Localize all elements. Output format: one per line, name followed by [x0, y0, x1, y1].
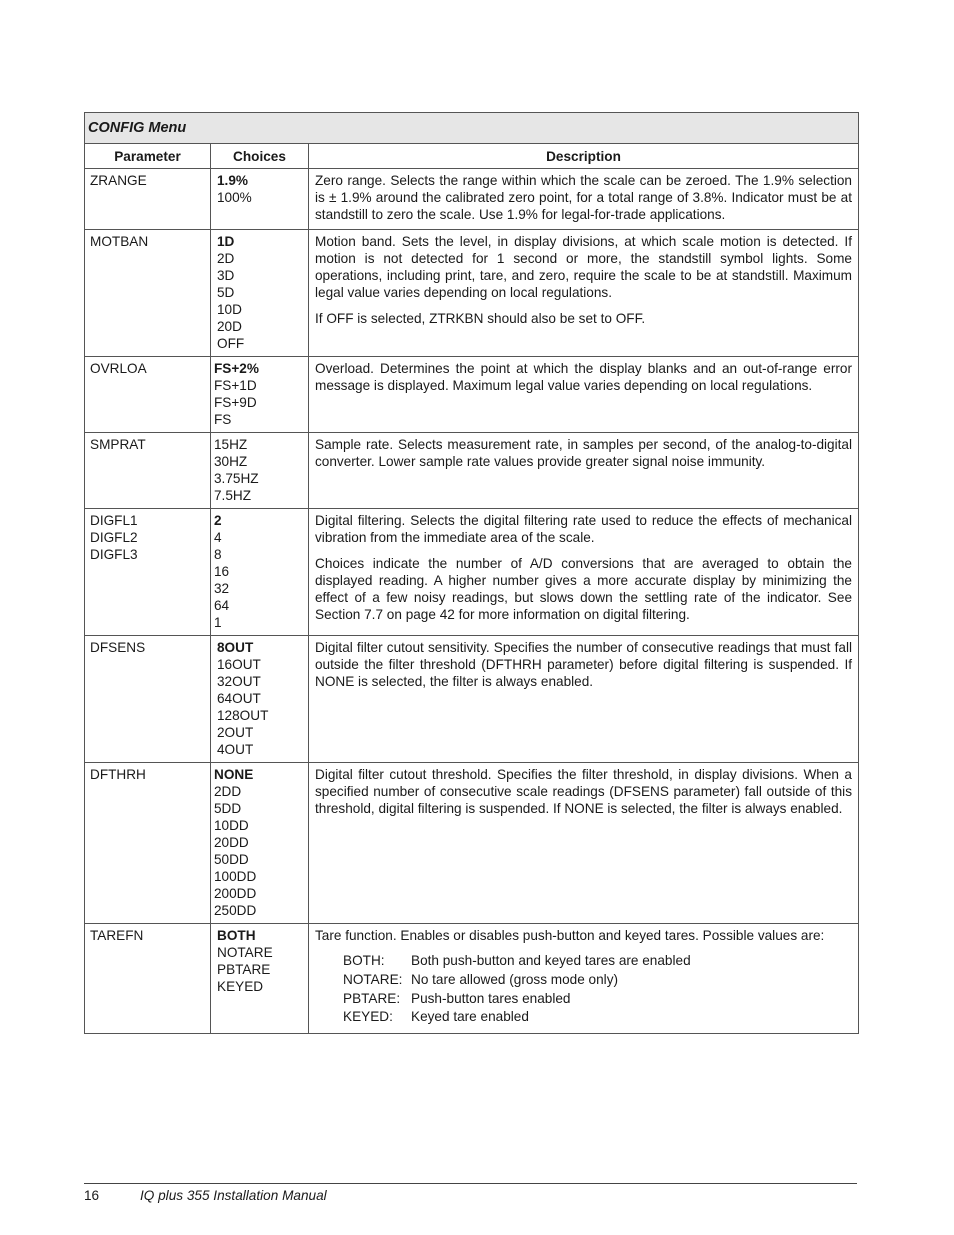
option-key: KEYED: [343, 1009, 393, 1025]
choice-value: FS+9D [214, 395, 257, 410]
choices-cell [211, 230, 309, 357]
choice-value: 2D [217, 251, 235, 266]
parameter-name: OVRLOA [90, 361, 147, 376]
parameter-name: ZRANGE [90, 173, 147, 188]
choice-value: 20D [217, 319, 242, 334]
description-cell [309, 433, 859, 509]
choices-cell [211, 636, 309, 763]
description-cell [309, 763, 859, 924]
table-row [85, 357, 859, 433]
description-paragraph: Digital filter cutout sensitivity. Specifies the number of consecutive readings that must fall outside the filter threshold (DFTHRH parameter) before digital filtering is suspended. If NONE is selected, the filter is always enabled. [315, 640, 852, 689]
choice-value: 15HZ [214, 437, 248, 452]
choice-value: 8 [214, 547, 222, 562]
parameter-name: DIGFL1 [90, 513, 138, 528]
option-key: PBTARE: [343, 990, 401, 1006]
choice-value: 4 [214, 530, 222, 545]
choice-value: 250DD [214, 903, 257, 918]
option-text: No tare allowed (gross mode only) [411, 971, 619, 987]
choice-value: 3.75HZ [214, 471, 259, 486]
choice-value: 64OUT [217, 691, 261, 706]
choice-value: 1 [214, 615, 222, 630]
description-paragraph: Digital filtering. Selects the digital filtering rate used to reduce the effects of mechanical vibration from the immediate area of the scale. [315, 513, 852, 545]
table-row [85, 169, 859, 230]
description-cell [309, 509, 859, 636]
choice-value: 20DD [214, 835, 249, 850]
table-row [85, 763, 859, 924]
description-paragraph: If OFF is selected, ZTRKBN should also be set to OFF. [315, 311, 646, 326]
choice-value: FS+1D [214, 378, 257, 393]
description-paragraph: Tare function. Enables or disables push-button and keyed tares. Possible values are: [315, 928, 825, 943]
manual-title: IQ plus 355 Installation Manual [140, 1188, 327, 1203]
choice-value: NOTARE [217, 945, 273, 960]
option-row [343, 971, 852, 990]
parameter-name: DFTHRH [90, 767, 146, 782]
parameter-cell [85, 433, 211, 509]
parameter-cell [85, 924, 211, 1034]
config-menu-table [84, 112, 859, 1034]
choice-value: 16OUT [217, 657, 261, 672]
description-cell [309, 230, 859, 357]
choice-value: 3D [217, 268, 235, 283]
choices-cell [211, 509, 309, 636]
description-paragraph: Digital filter cutout threshold. Specifies the filter threshold, in display divisions. When a specified number of consecutive scale readings (DFSENS parameter) fall outside of this threshold, digital filtering is suspended. If NONE is selected, the filter is always enabled. [315, 767, 852, 816]
choice-value: KEYED [217, 979, 264, 994]
description-paragraph: Sample rate. Selects measurement rate, in samples per second, of the analog-to-digital converter. Lower sample rate values provide greater signal noise immunity. [315, 437, 852, 469]
choice-value: 50DD [214, 852, 249, 867]
choice-value: 64 [214, 598, 230, 613]
parameter-name: DIGFL2 [90, 530, 138, 545]
table-row [85, 230, 859, 357]
option-row [343, 1008, 852, 1027]
choice-value: 2OUT [217, 725, 254, 740]
choice-value: 10D [217, 302, 242, 317]
option-text: Keyed tare enabled [411, 1009, 529, 1025]
parameter-cell [85, 763, 211, 924]
choice-value: 200DD [214, 886, 257, 901]
option-key: NOTARE: [343, 971, 403, 987]
choices-cell [211, 433, 309, 509]
choice-value: 100% [217, 190, 252, 205]
default-choice: 2 [214, 513, 222, 528]
description-paragraph: Motion band. Sets the level, in display divisions, at which scale motion is detected. If motion is not detected for 1 second or more, the standstill symbol lights. Some operations, including print, tare, and zero, require the scale to be at standstill. Maximum legal value varies depending on local regulations. [315, 234, 852, 300]
description-cell [309, 357, 859, 433]
option-text: Push-button tares enabled [411, 990, 571, 1006]
table-body [85, 169, 859, 1034]
default-choice: 8OUT [217, 640, 254, 655]
choice-value: 5DD [214, 801, 242, 816]
choice-value: 100DD [214, 869, 257, 884]
option-row [343, 990, 852, 1009]
choices-cell [211, 169, 309, 230]
option-row [343, 952, 852, 971]
parameter-name: SMPRAT [90, 437, 146, 452]
choice-value: 16 [214, 564, 230, 579]
choice-value: 32 [214, 581, 230, 596]
description-column-header: Description [309, 144, 859, 169]
parameter-name: MOTBAN [90, 234, 149, 249]
description-cell [309, 636, 859, 763]
choice-value: PBTARE [217, 962, 271, 977]
table-row [85, 924, 859, 1034]
footer-rule [84, 1183, 857, 1184]
description-cell [309, 169, 859, 230]
table-title: CONFIG Menu [85, 113, 859, 144]
description-paragraph: Overload. Determines the point at which the display blanks and an out-of-range error message is displayed. Maximum legal value varies depending on local regulations. [315, 361, 852, 393]
table-row [85, 433, 859, 509]
choices-cell [211, 924, 309, 1034]
choices-cell [211, 357, 309, 433]
choice-value: 10DD [214, 818, 249, 833]
choice-value: 32OUT [217, 674, 261, 689]
choices-column-header: Choices [211, 144, 309, 169]
parameter-cell [85, 357, 211, 433]
description-paragraph: Choices indicate the number of A/D conversions that are averaged to obtain the displayed reading. A higher number gives a more accurate display by minimizing the effect of a few noisy readings, but slows down the settling rate of the indicator. See Section 7.7 on page 42 for more information on digital filtering. [315, 556, 852, 622]
table-row [85, 636, 859, 763]
default-choice: 1D [217, 234, 235, 249]
option-key: BOTH: [343, 953, 385, 968]
parameter-cell [85, 230, 211, 357]
choice-value: 2DD [214, 784, 242, 799]
default-choice: BOTH [217, 928, 256, 943]
choice-value: 4OUT [217, 742, 254, 757]
choice-value: 30HZ [214, 454, 248, 469]
parameter-cell [85, 636, 211, 763]
option-text: Both push-button and keyed tares are enabled [411, 953, 691, 968]
choice-value: 5D [217, 285, 235, 300]
choice-value: 7.5HZ [214, 488, 252, 503]
choice-value: FS [214, 412, 232, 427]
parameter-name: DFSENS [90, 640, 146, 655]
parameter-name: DIGFL3 [90, 547, 138, 562]
parameter-name: TAREFN [90, 928, 144, 943]
description-cell [309, 924, 859, 1034]
tare-options-list [343, 952, 852, 1027]
table-row [85, 509, 859, 636]
default-choice: NONE [214, 767, 254, 782]
default-choice: 1.9% [217, 173, 248, 188]
parameter-column-header: Parameter [85, 144, 211, 169]
parameter-cell [85, 509, 211, 636]
default-choice: FS+2% [214, 361, 259, 376]
parameter-cell [85, 169, 211, 230]
page-number: 16 [84, 1188, 100, 1203]
description-paragraph: Zero range. Selects the range within which the scale can be zeroed. The 1.9% selection is ± 1.9% around the calibrated zero point, for a total range of 3.8%. Indicator must be at standstill to zero the scale. Use 1.9% for legal-for-trade applications. [315, 173, 852, 222]
choices-cell [211, 763, 309, 924]
choice-value: OFF [217, 336, 245, 351]
choice-value: 128OUT [217, 708, 269, 723]
